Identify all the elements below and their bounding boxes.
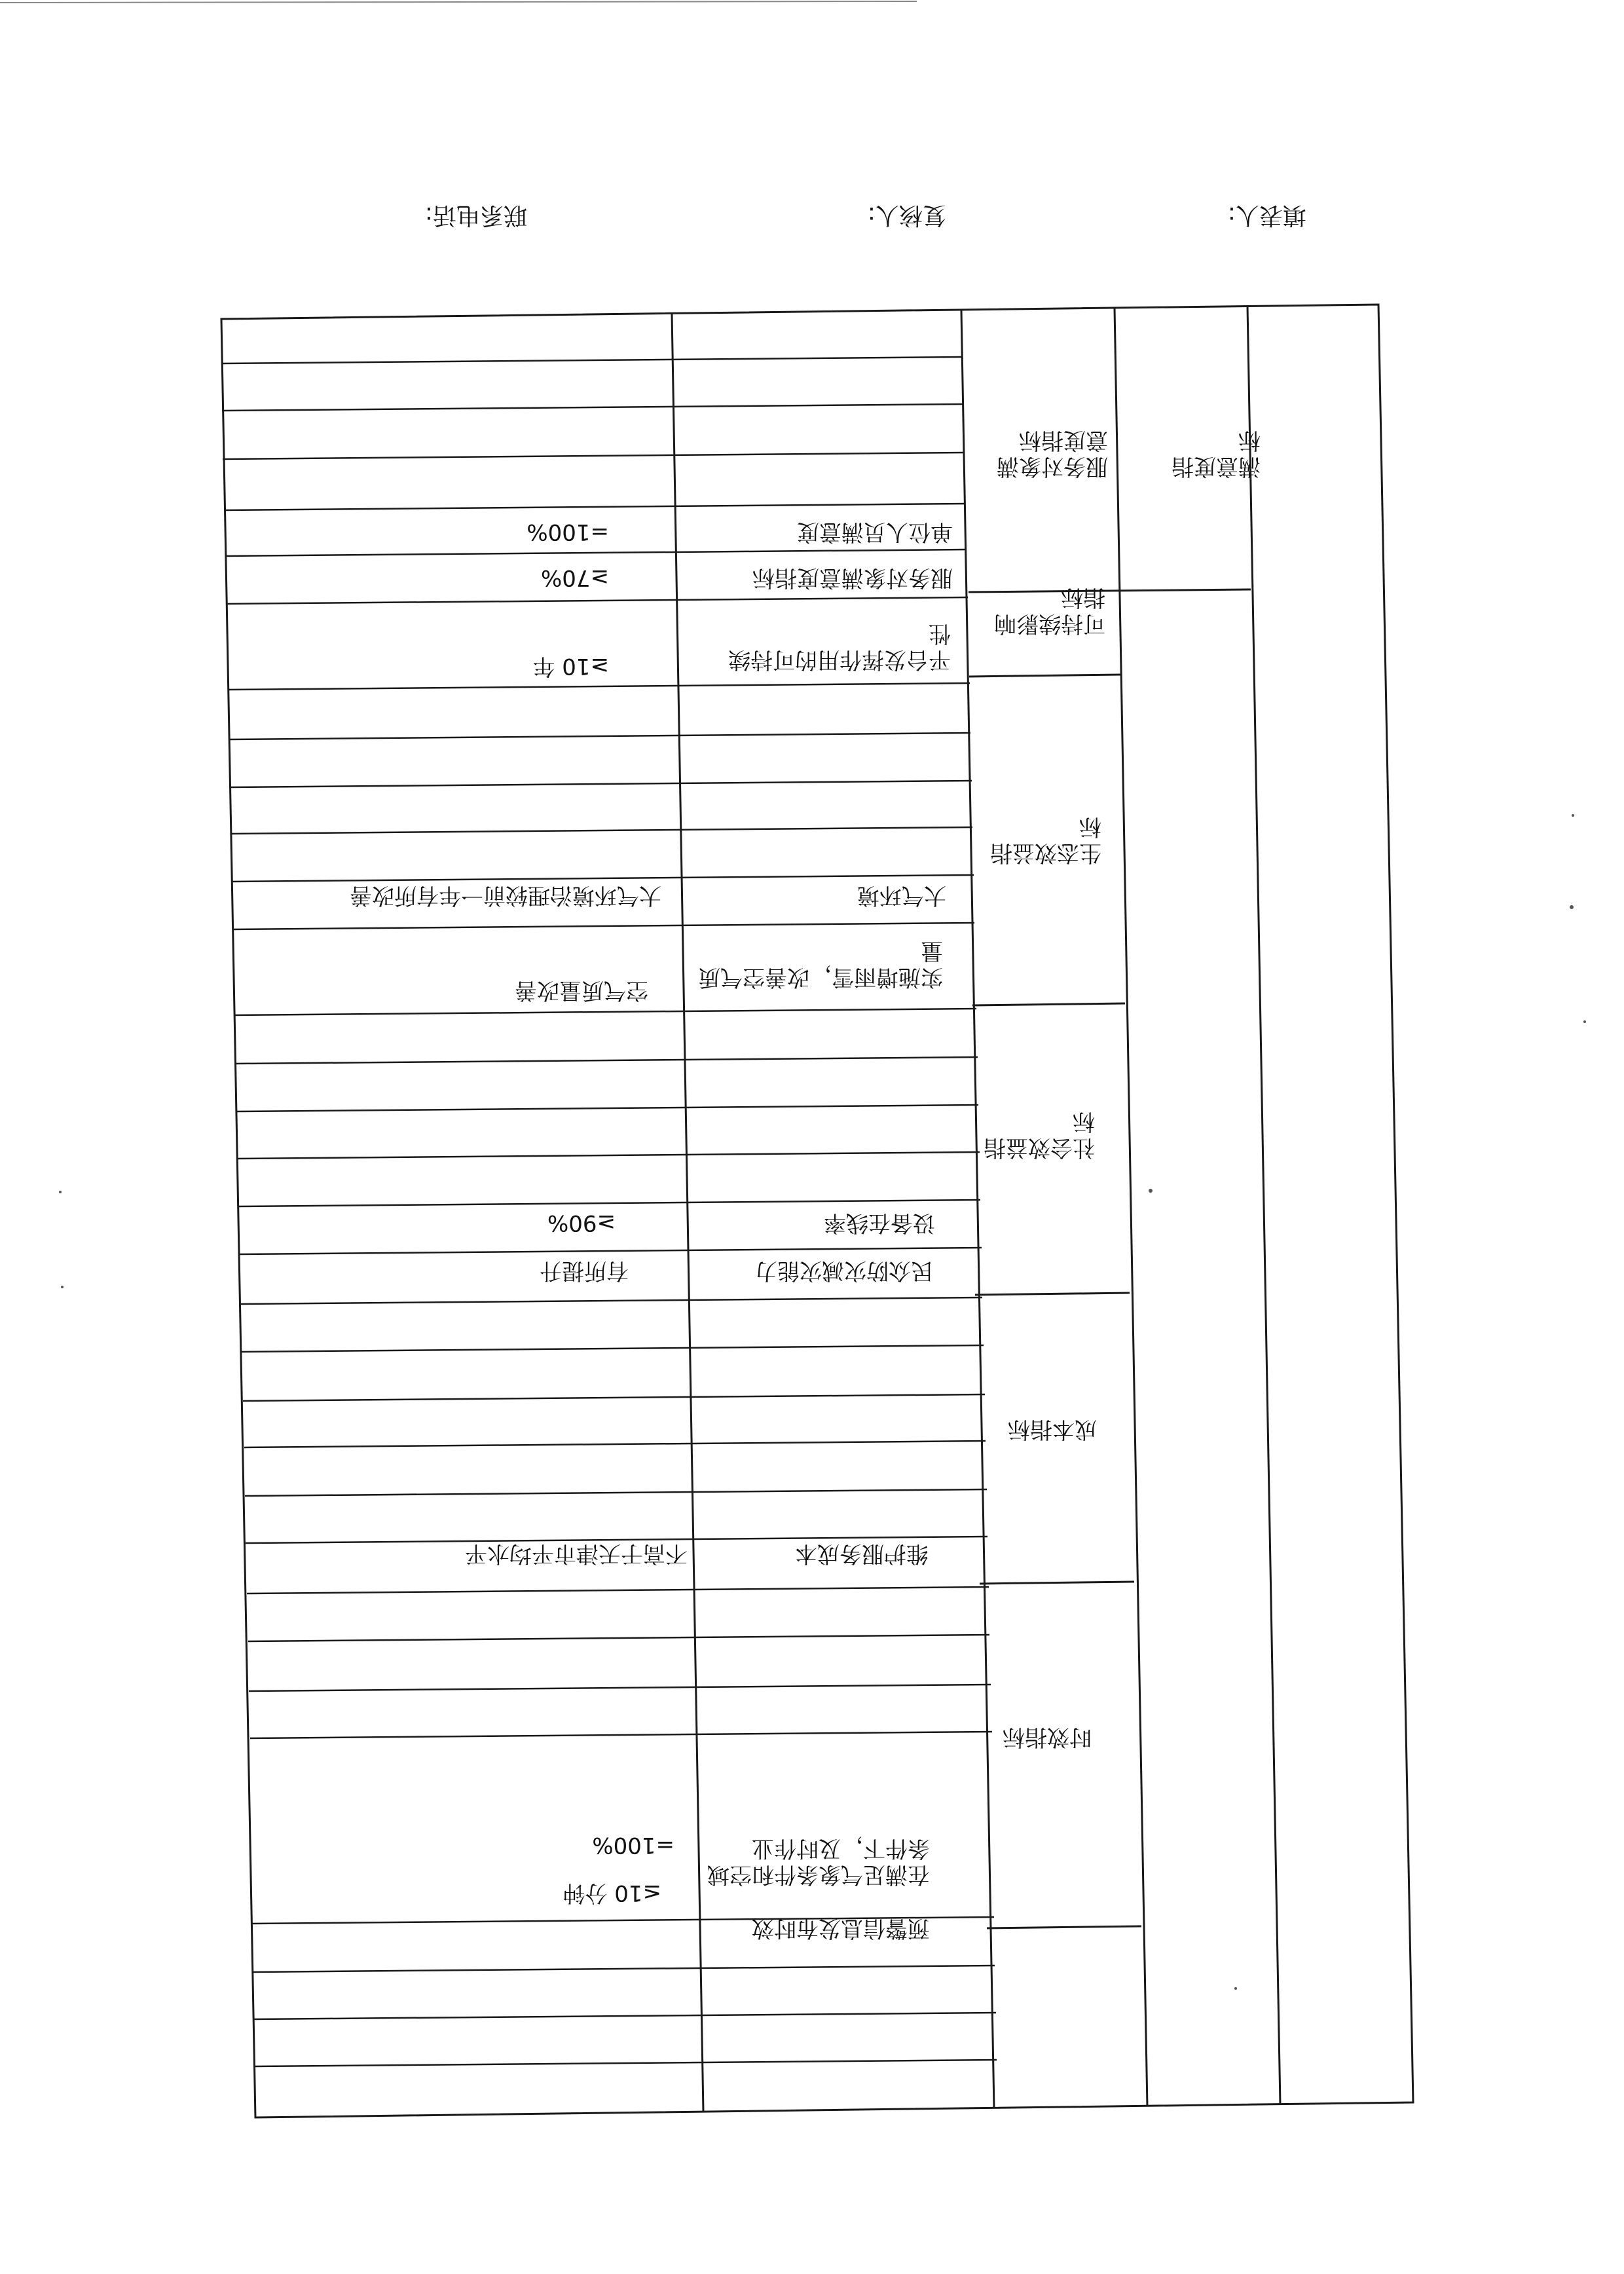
indicator-service-obj: 服务对象满意度指标 (752, 565, 953, 591)
level2-cost: 成本指标 (1008, 1416, 1097, 1442)
level2-social: 社会效益指 标 (984, 1108, 1095, 1161)
indicator-maintenance: 维护服务成本 (795, 1540, 929, 1567)
indicator-timely-work: 在满足气象条件和空域 条件下，及时作业 (707, 1835, 930, 1888)
indicator-air-quality: 实施增雨雪，改善空气质 量 (698, 938, 943, 990)
indicator-atmosphere: 大气环境 (857, 882, 946, 908)
reviewer-label: 复核人: (867, 202, 946, 229)
value-maintenance: 不高于天津市平均水平 (465, 1540, 688, 1567)
level2-timeliness: 时效指标 (1003, 1724, 1092, 1750)
phone-label: 联系电话: (424, 202, 527, 229)
level2-service-satisfaction: 服务对象满 意度指标 (997, 427, 1108, 479)
value-unit-staff: =100% (526, 519, 609, 545)
indicator-unit-staff: 单位人员满意度 (797, 519, 953, 545)
value-warning: ≤10 分钟 (563, 1880, 661, 1906)
value-atmosphere: 大气环境治理较前一年有所改善 (350, 882, 661, 908)
indicator-warning: 预警信息发布时效 (752, 1915, 930, 1941)
level1-satisfaction: 满意度指 标 (1172, 427, 1261, 479)
value-online-rate: ≥90% (547, 1210, 616, 1236)
filler-label: 填表人: (1227, 202, 1306, 229)
value-timely-work: =100% (592, 1832, 674, 1858)
value-service-obj: ≥70% (540, 565, 609, 591)
indicator-platform: 平台发挥作用的可持续 性 (728, 620, 951, 673)
level2-ecological: 生态效益指 标 (990, 813, 1101, 866)
indicator-online-rate: 设备在线率 (824, 1210, 935, 1236)
indicator-disaster: 民众防灾减灾能力 (755, 1258, 933, 1284)
value-platform: ≥10 年 (532, 653, 609, 679)
level2-sustainability: 可持续影响 指标 (994, 584, 1105, 637)
value-disaster: 有所提升 (540, 1258, 629, 1284)
value-air-quality: 空气质量改善 (515, 977, 648, 1003)
